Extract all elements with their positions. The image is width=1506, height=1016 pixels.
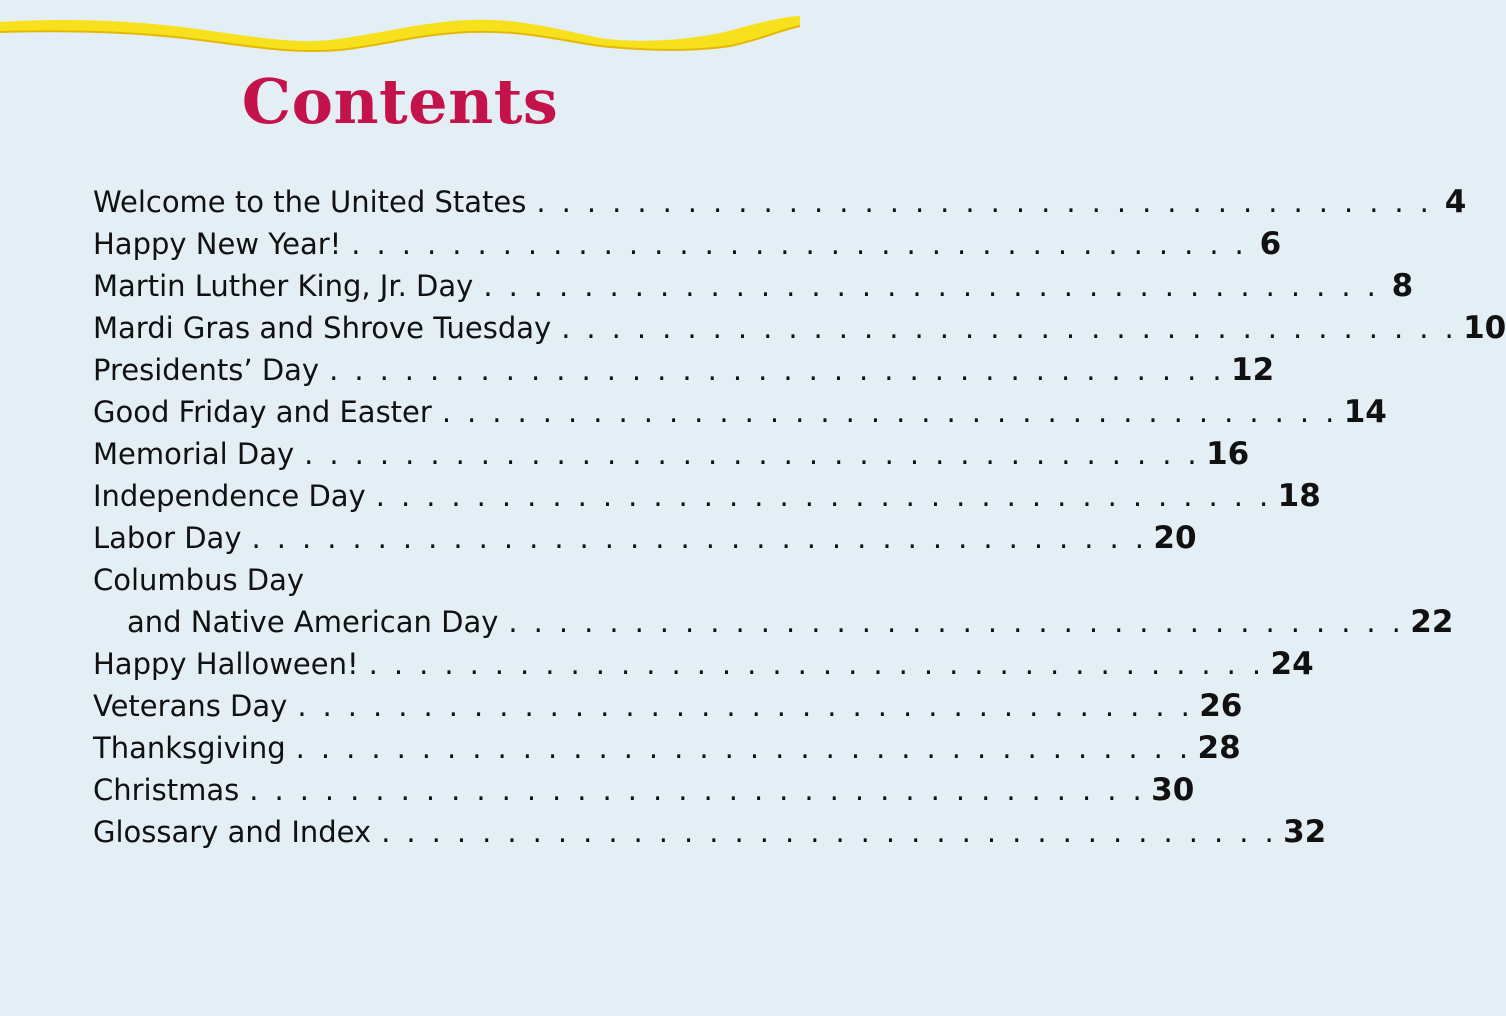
toc-entry-label: Glossary and Index — [93, 815, 372, 849]
dot-leader: . . . . . . . . . . . . . . . . . . . . . . . . . . . . . . . . . . . . — [295, 731, 1192, 765]
toc-entry — [93, 517, 1197, 559]
toc-page-number: 4 — [1444, 184, 1467, 220]
toc-page-number: 22 — [1410, 604, 1454, 640]
toc-page-number: 8 — [1391, 268, 1414, 304]
toc-page-number: 28 — [1197, 730, 1241, 766]
toc-entry-label: Veterans Day — [93, 689, 288, 723]
toc-entry-label: Happy New Year! — [93, 227, 342, 261]
dot-leader: . . . . . . . . . . . . . . . . . . . . . . . . . . . . . . . . . . . . — [249, 773, 1146, 807]
toc-page-number: 30 — [1151, 772, 1195, 808]
toc-entry-label: Martin Luther King, Jr. Day — [93, 269, 474, 303]
toc-entry — [93, 181, 1467, 223]
toc-entry-label: Welcome to the United States — [93, 185, 527, 219]
toc-entry-label: Christmas — [93, 773, 240, 807]
toc-entry — [93, 307, 1506, 349]
toc-entry-label: Labor Day — [93, 521, 242, 555]
toc-entry — [93, 685, 1243, 727]
toc-entry — [93, 475, 1321, 517]
table-of-contents — [93, 181, 1506, 853]
toc-page-number: 10 — [1463, 310, 1506, 346]
dot-leader: . . . . . . . . . . . . . . . . . . . . . . . . . . . . . . . . . . . . — [508, 605, 1405, 639]
toc-entry-label: Mardi Gras and Shrove Tuesday — [93, 311, 552, 345]
toc-page-number: 14 — [1343, 394, 1387, 430]
dot-leader: . . . . . . . . . . . . . . . . . . . . . . . . . . . . . . . . . . . . — [441, 395, 1338, 429]
toc-entry-continued — [93, 601, 1454, 643]
toc-entry — [93, 769, 1195, 811]
toc-entry — [93, 349, 1275, 391]
dot-leader: . . . . . . . . . . . . . . . . . . . . . . . . . . . . . . . . . . . . — [381, 815, 1278, 849]
toc-page-number: 6 — [1259, 226, 1282, 262]
dot-leader: . . . . . . . . . . . . . . . . . . . . . . . . . . . . . . . . . . . . — [297, 689, 1194, 723]
toc-page-number: 16 — [1206, 436, 1250, 472]
dot-leader: . . . . . . . . . . . . . . . . . . . . . . . . . . . . . . . . . . . . — [351, 227, 1248, 261]
decorative-ribbon — [0, 0, 800, 60]
dot-leader: . . . . . . . . . . . . . . . . . . . . . . . . . . . . . . . . . . . . — [536, 185, 1433, 219]
toc-entry — [93, 727, 1241, 769]
toc-entry — [93, 223, 1282, 265]
toc-entry — [93, 433, 1250, 475]
dot-leader: . . . . . . . . . . . . . . . . . . . . . . . . . . . . . . . . . . . . — [561, 311, 1458, 345]
dot-leader: . . . . . . . . . . . . . . . . . . . . . . . . . . . . . . . . . . . . — [375, 479, 1272, 513]
dot-leader: . . . . . . . . . . . . . . . . . . . . . . . . . . . . . . . . . . . . — [368, 647, 1265, 681]
page-title: Contents — [241, 65, 559, 138]
toc-page-number: 20 — [1153, 520, 1197, 556]
toc-entry-label-continued: and Native American Day — [127, 605, 499, 639]
toc-page-number: 18 — [1277, 478, 1321, 514]
toc-entry — [93, 265, 1414, 307]
dot-leader: . . . . . . . . . . . . . . . . . . . . . . . . . . . . . . . . . . . . — [483, 269, 1380, 303]
toc-entry-label: Thanksgiving — [93, 731, 286, 765]
toc-entry — [93, 391, 1387, 433]
toc-entry-label: Presidents’ Day — [93, 353, 320, 387]
toc-entry-label: Happy Halloween! — [93, 647, 359, 681]
toc-page-number: 12 — [1231, 352, 1275, 388]
toc-page-number: 32 — [1283, 814, 1327, 850]
toc-entry — [93, 643, 1314, 685]
toc-entry-label: Independence Day — [93, 479, 366, 513]
toc-page-number: 26 — [1199, 688, 1243, 724]
toc-entry — [93, 811, 1327, 853]
dot-leader: . . . . . . . . . . . . . . . . . . . . . . . . . . . . . . . . . . . . — [304, 437, 1201, 471]
toc-entry — [93, 559, 713, 601]
dot-leader: . . . . . . . . . . . . . . . . . . . . . . . . . . . . . . . . . . . . — [329, 353, 1225, 387]
toc-entry-label: Good Friday and Easter — [93, 395, 432, 429]
toc-entry-label: Memorial Day — [93, 437, 295, 471]
toc-entry-label: Columbus Day — [93, 563, 305, 597]
dot-leader: . . . . . . . . . . . . . . . . . . . . . . . . . . . . . . . . . . . . — [251, 521, 1148, 555]
toc-page-number: 24 — [1270, 646, 1314, 682]
